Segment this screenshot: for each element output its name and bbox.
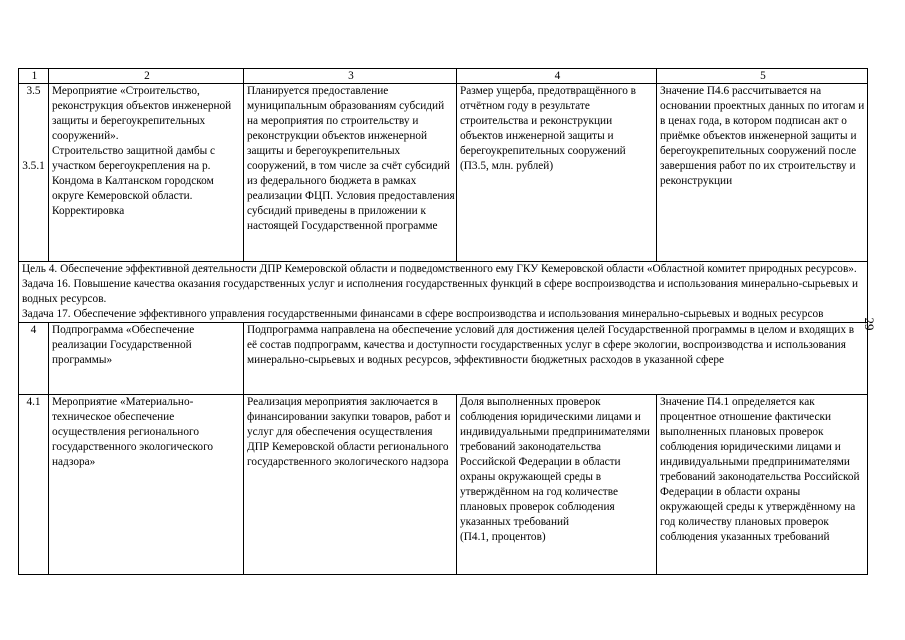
activity-4-1-name: Мероприятие «Материально-техническое обеспечение осуществления регионального государственного экологического надзора» (49, 395, 244, 575)
activity-4-1-indicator: Доля выполненных проверок соблюдения юридическими лицами и индивидуальными предпринимателями требований законодательства Российской Федерации в области охраны окружающей среды в утверждённом на год количестве плановых проверок соблюдения указанных требований (460, 396, 650, 528)
table-row-4-1 (19, 395, 868, 575)
goal-4-row (19, 262, 868, 323)
page-number: 29 (862, 317, 877, 331)
goal-4-cell (19, 262, 868, 323)
header-col-2: 2 (49, 69, 244, 84)
activity-3-5-calculation: Значение П4.6 рассчитывается на основании проектных данных по итогам и в ценах года, в котором подписан акт о приёмке объектов инженерной защиты и берегоукрепительных сооружений после завершения работ по их строительству и реконструкции (657, 84, 868, 262)
activity-4-1-indicator-unit: (П4.1, процентов) (460, 531, 546, 543)
goal-4-text: Цель 4. Обеспечение эффективной деятельности ДПР Кемеровской области и подведомственного ему ГКУ Кемеровской области «Областной комитет природных ресурсов». (22, 263, 857, 275)
activity-4-1-indicator-cell (457, 395, 657, 575)
header-col-3: 3 (244, 69, 457, 84)
row-number-4: 4 (19, 323, 49, 395)
activity-3-5-indicator: Размер ущерба, предотвращённого в отчётном году в результате строительства и реконструкции объектов инженерной защиты и берегоукрепительных сооружений (П3.5, млн. рублей) (457, 84, 657, 262)
program-table (18, 68, 868, 575)
row-number-cell (19, 84, 49, 262)
header-col-4: 4 (457, 69, 657, 84)
task-17-text: Задача 17. Обеспечение эффективного управления государственными финансами в сфере воспроизводства и использования минерально-сырьевых и водных ресурсов (22, 308, 824, 320)
table-row-3-5 (19, 84, 868, 262)
activity-3-5-description: Планируется предоставление муниципальным образованиям субсидий на мероприятия по строительству и реконструкции объектов инженерной защиты и берегоукрепительных сооружений, в том числе за счёт субсидий из федерального бюджета в рамках реализации ФЦП. Условия предоставления субсидий приведены в приложении к настоящей Государственной программе (244, 84, 457, 262)
row-number-4-1: 4.1 (19, 395, 49, 575)
header-col-1: 1 (19, 69, 49, 84)
header-row (19, 69, 868, 84)
table-row-4 (19, 323, 868, 395)
activity-name-cell (49, 84, 244, 262)
subprogram-4-name: Подпрограмма «Обеспечение реализации Государственной программы» (49, 323, 244, 395)
subprogram-4-description: Подпрограмма направлена на обеспечение условий для достижения целей Государственной программы в целом и входящих в её состав подпрограмм, качества и доступности государственных услуг в сфере экологии, воспроизводства и использования минерально-сырьевых и водных ресурсов, эффективности бюджетных расходов в указанной сфере (244, 323, 868, 395)
activity-4-1-description: Реализация мероприятия заключается в финансировании закупки товаров, работ и услуг для обеспечения осуществления ДПР Кемеровской области регионального государственного экологического надзора (244, 395, 457, 575)
header-col-5: 5 (657, 69, 868, 84)
activity-3-5-1-name: Строительство защитной дамбы с участком берегоукрепления на р. Кондома в Калтанском городском округе Кемеровской области. Корректировка (52, 145, 216, 217)
activity-4-1-calculation: Значение П4.1 определяется как процентное отношение фактически выполненных плановых проверок соблюдения юридическими лицами и индивидуальными предпринимателями требований законодательства Российской Федерации в области охраны окружающей среды к утверждённому на год количеству плановых проверок соблюдения указанных требований (657, 395, 868, 575)
task-16-text: Задача 16. Повышение качества оказания государственных услуг и исполнения государственных функций в сфере воспроизводства и использования минерально-сырьевых и водных ресурсов. (22, 278, 859, 305)
row-number-3-5-1: 3.5.1 (22, 160, 45, 172)
activity-3-5-name: Мероприятие «Строительство, реконструкция объектов инженерной защиты и берегоукрепительных сооружений». (52, 85, 232, 142)
row-number-3-5: 3.5 (26, 85, 41, 97)
